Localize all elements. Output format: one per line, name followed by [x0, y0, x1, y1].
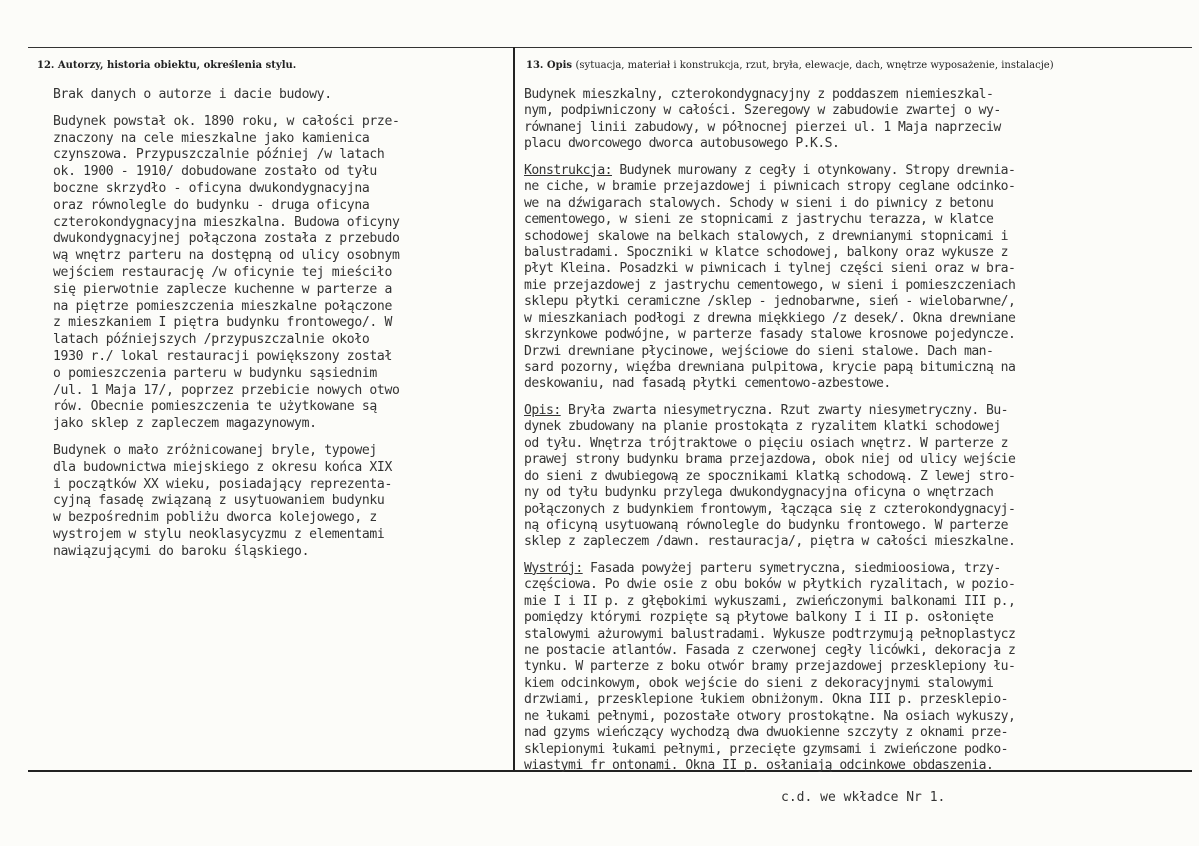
- text-line: ne łukami pełnymi, pozostałe otwory prostokątne. Na osiach wykuszy,: [524, 708, 1016, 724]
- text-line: sard pozorny, więźba drewniana pulpitowa, krycie papą bitumiczną na: [524, 360, 1016, 375]
- text-line: nawiązującymi do baroku śląskiego.: [53, 543, 310, 559]
- text-line: częściowa. Po dwie osie z obu boków w płytkich ryzalitach, w pozio-: [524, 577, 1016, 593]
- text-line: wą wnętrz parteru na dostępną od ulicy osobnym: [53, 248, 400, 264]
- section-12-number: 12.: [37, 60, 55, 71]
- text-line: równanej linii zabudowy, w północnej pierzei ul. 1 Maja naprzeciw: [524, 119, 1001, 135]
- text-line: ną oficyną usytuowaną równolegle do budynku frontowego. W parterze: [524, 517, 1008, 533]
- text-line: wiastymi fr ontonami. Okna II p. osłaniają odcinkowe obdaszenia.: [524, 758, 994, 774]
- text-line: dynek zbudowany na planie prostokąta z ryzalitem klatki schodowej: [524, 419, 1001, 435]
- text-line: Brak danych o autorze i dacie budowy.: [53, 87, 332, 102]
- section-12-header: [37, 60, 296, 71]
- text-line: do sieni z dwubiegową ze spocznikami klatką schodową. Z lewej stro-: [524, 468, 1016, 484]
- text-line: płyt Kleina. Posadzki w piwnicach i tylnej części sieni oraz w bra-: [524, 261, 1016, 277]
- text-line: kiem odcinkowym, obok wejście do sieni z dekoracyjnymi stalowymi: [524, 675, 994, 691]
- text-line: z mieszkaniem I piętra budynku frontowego/. W: [53, 315, 392, 331]
- description-label: Opis:: [524, 402, 561, 418]
- text-line: drzwiami, przesklepione łukiem obniżonym. Okna III p. przesklepio-: [524, 692, 1008, 708]
- text-line: [524, 403, 1015, 419]
- text-line: stalowymi ażurowymi balustradami. Wykusze podtrzymują pełnoplastycz: [524, 626, 1016, 642]
- text-line: ne ciche, w bramie przejazdowej i piwnicach stropy ceglane odcinko-: [524, 179, 1016, 195]
- text-line: znaczony na cele mieszkalne jako kamienica: [53, 130, 370, 146]
- paragraph-gap: [53, 104, 400, 114]
- text-line: jako sklep z zapleczem magazynowym.: [53, 416, 317, 432]
- text-line: wejściem restaurację /w oficynie tej mieściło: [53, 264, 392, 280]
- text-line: prawej strony budynku brama przejazdowa, obok niej od ulicy wejście: [524, 452, 1016, 468]
- text-line: czynszowa. Przypuszczalnie później /w latach: [53, 147, 385, 163]
- text-line: ne postacie atlantów. Fasada z czerwonej cegły licówki, dekoracja z: [524, 643, 1016, 658]
- description-column: [524, 87, 1015, 775]
- text-line: i początków XX wieku, posiadający reprezenta-: [53, 476, 392, 492]
- text-line: Budynek powstał ok. 1890 roku, w całości prze-: [53, 113, 400, 129]
- text-line: skrzynkowe podwójne, w parterze fasady stalowe krosnowe pojedyncze.: [524, 327, 1016, 343]
- construction-label: Konstrukcja:: [524, 162, 612, 178]
- paragraph-gap: [524, 551, 1015, 561]
- construction-first-line: Budynek murowany z cegły i otynkowany. Stropy drewnia-: [612, 162, 1016, 178]
- text-line: czterokondygnacyjna mieszkalna. Budowa oficyny: [53, 214, 400, 230]
- text-line: o pomieszczenia parteru w budynku sąsiednim: [53, 365, 377, 381]
- text-line: ny od tyłu budynku przylega dwukondygnacyjna oficyna o wnętrzach: [524, 485, 994, 501]
- text-line: mie przejazdowej z jastrychu cementowego, w sieni i pomieszczeniach: [524, 277, 1016, 293]
- text-line: nym, podpiwniczony w całości. Szeregowy w zabudowie zwartej o wy-: [524, 103, 1001, 119]
- paragraph-gap: [53, 433, 400, 443]
- text-line: w mieszkaniach podłogi z drewna miękkiego /z desek/. Okna drewniane: [524, 310, 1016, 326]
- text-line: Budynek o mało zróżnicowanej bryle, typowej: [53, 442, 377, 458]
- top-rule: [28, 47, 1192, 48]
- description-first-line: Bryła zwarta niesymetryczna. Rzut zwarty niesymetryczny. Bu-: [560, 402, 1008, 418]
- text-line: deskowaniu, nad fasadą płytki cementowo-azbestowe.: [524, 376, 891, 392]
- text-line: rów. Obecnie pomieszczenia te użytkowane są: [53, 399, 377, 415]
- text-line: schodowej skalowe na belkach stalowych, z drewnianymi stopnicami i: [524, 228, 1008, 244]
- section-13-number: 13.: [526, 60, 544, 71]
- text-line: sklepu płytki ceramiczne /sklep - jednobarwne, sień - wielobarwne/,: [524, 294, 1016, 310]
- section-13-title: Opis: [546, 60, 573, 71]
- authors-history-column: [53, 87, 400, 561]
- paragraph-gap: [524, 153, 1015, 163]
- text-line: /ul. 1 Maja 17/, poprzez przebicie nowych otwo: [53, 382, 400, 398]
- text-line: dwukondygnacyjnej połączona została z przebudo: [53, 231, 400, 247]
- text-line: latach późniejszych /przypuszczalnie około: [53, 332, 370, 348]
- text-line: [524, 561, 1015, 577]
- paragraph-gap: [524, 393, 1015, 403]
- text-line: boczne skrzydło - oficyna dwukondygnacyjna: [53, 180, 370, 196]
- section-13-header: [526, 60, 1054, 71]
- text-line: we na dźwigarach stalowych. Schody w sieni i do piwnicy z betonu: [524, 195, 994, 211]
- text-line: oraz równolegle do budynku - druga oficyna: [53, 197, 370, 213]
- text-line: Drzwi drewniane płycinowe, wejściowe do sieni stalowe. Dach man-: [524, 343, 994, 359]
- text-line: placu dworcowego dworca autobusowego P.K.S.: [524, 136, 840, 152]
- text-line: cementowego, w sieni ze stopnicami z jastrychu terazza, w klatce: [524, 212, 994, 228]
- section-13-subtitle: (sytuacja, materiał i konstrukcja, rzut, bryła, elewacje, dach, wnętrze wyposażenie, instalacje): [575, 60, 1054, 71]
- text-line: sklep z zapleczem /dawn. restauracja/, piętra w całości mieszkalne.: [524, 534, 1016, 550]
- text-line: nad gzyms wieńczący wychodzą dwa dwuokienne szczyty z oknami prze-: [524, 725, 1008, 741]
- text-line: cyjną fasadę związaną z usytuowaniem budynku: [53, 493, 385, 509]
- text-line: 1930 r./ lokal restauracji powiększony został: [53, 348, 392, 364]
- text-line: [524, 163, 1015, 179]
- text-line: balustradami. Spoczniki w klatce schodowej, balkony oraz wykusze z: [524, 244, 1008, 260]
- text-line: dla budownictwa miejskiego z okresu końca XIX: [53, 459, 392, 475]
- text-line: mie I i II p. z głębokimi wykuszami, zwieńczonymi balkonami III p.,: [524, 593, 1016, 609]
- column-divider: [513, 47, 515, 770]
- text-line: połączonych z budynkiem frontowym, łącząca się z czterokondygnacyj-: [524, 501, 1016, 517]
- text-line: na piętrze pomieszczenia mieszkalne połączone: [53, 298, 392, 314]
- continuation-note: c.d. we wkładce Nr 1.: [781, 790, 946, 805]
- text-line: w bezpośrednim pobliżu dworca kolejowego, z: [53, 510, 377, 526]
- text-line: od tyłu. Wnętrza trójtraktowe o pięciu osiach wnętrz. W parterze z: [524, 435, 1008, 451]
- text-line: ok. 1900 - 1910/ dobudowane zostało od tyłu: [53, 164, 377, 180]
- decoration-first-line: Fasada powyżej parteru symetryczna, siedmioosiowa, trzy-: [582, 560, 1001, 576]
- section-12-title: Autorzy, historia obiektu, określenia stylu.: [57, 60, 297, 71]
- text-line: się pierwotnie zaplecze kuchenne w parterze a: [53, 281, 392, 297]
- text-line: tynku. W parterze z boku otwór bramy przejazdowej przesklepiony łu-: [524, 659, 1016, 675]
- text-line: Budynek mieszkalny, czterokondygnacyjny z poddaszem niemieszkal-: [524, 87, 994, 102]
- text-line: wystrojem w stylu neoklasycyzmu z elementami: [53, 526, 385, 542]
- text-line: pomiędzy którymi rozpięte są płytowe balkony I i II p. osłonięte: [524, 610, 994, 626]
- text-line: sklepionymi łukami pełnymi, przecięte gzymsami i zwieńczone podko-: [524, 741, 1008, 757]
- decoration-label: Wystrój:: [524, 560, 583, 576]
